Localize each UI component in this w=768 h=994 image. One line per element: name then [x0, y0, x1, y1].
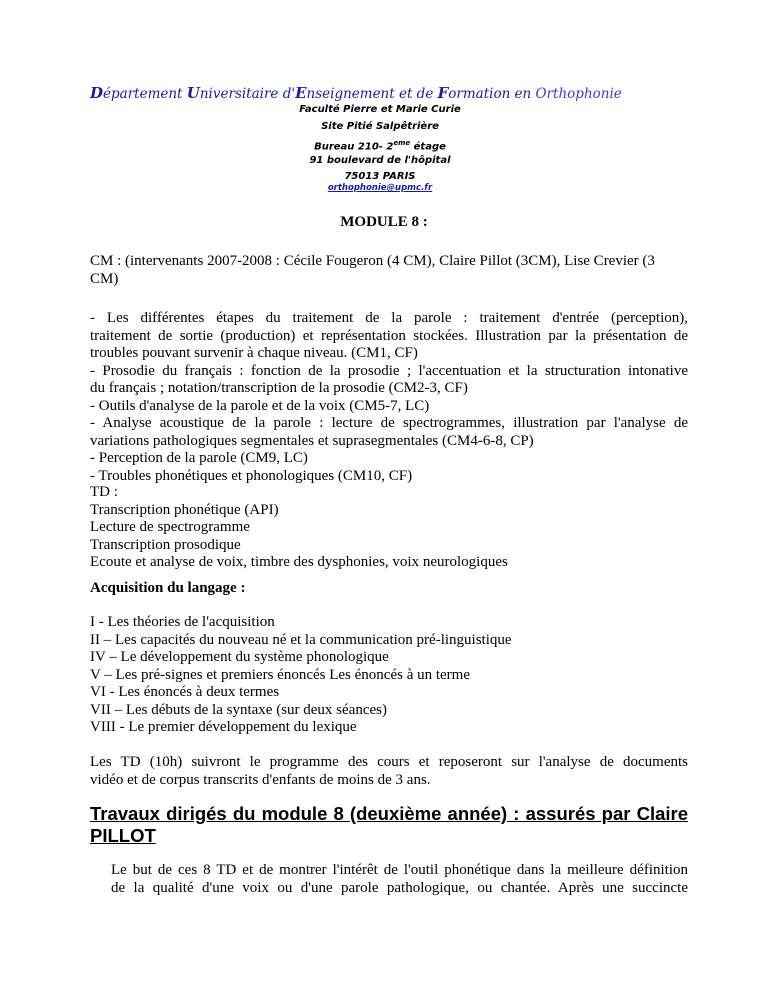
cm-topic-line: - Outils d'analyse de la parole et de la voix (CM5-7, LC) — [90, 397, 430, 414]
cm-topic-line: - Perception de la parole (CM9, LC) — [90, 450, 308, 466]
td-note-line: Les TD (10h) suivront le programme des cours et reposeront sur l'analyse de documents — [90, 754, 688, 770]
td-note — [90, 754, 688, 789]
cm-topic-line: troubles pouvant survenir à chaque niveau. (CM1, CF) — [90, 345, 418, 361]
travaux-paragraph-line: Le but de ces 8 TD et de montrer l'intérêt de l'outil phonétique dans la meilleure définition — [111, 862, 688, 878]
cm-topic-line: - Troubles phonétiques et phonologiques (CM10, CF) — [90, 467, 413, 484]
travaux-paragraph — [111, 862, 688, 897]
cm-topic-line: traitement de sortie (production) et représentation stockées. Illustration par la présentation de — [90, 327, 688, 344]
cm-topic-line: du français ; notation/transcription de la prosodie (CM2-3, CF) — [90, 380, 468, 396]
travaux-heading-line: PILLOT — [90, 825, 156, 846]
department-word-4: ormation en — [448, 86, 536, 102]
address-line-street: 91 boulevard de l'hôpital — [309, 155, 451, 166]
department-initial-d: D — [90, 84, 104, 102]
td-heading: TD : — [90, 484, 118, 500]
address-line-site: Site Pitié Salpêtrière — [321, 121, 439, 132]
cm-intro — [90, 253, 688, 288]
acquisition-list — [90, 614, 688, 737]
address-floor-sup: eme — [393, 139, 411, 147]
department-initial-u: U — [186, 84, 200, 102]
acquisition-item: VI - Les énoncés à deux termes — [90, 684, 280, 700]
cm-topic-list — [90, 310, 688, 485]
td-item: Transcription phonétique (API) — [90, 501, 279, 518]
cm-intro-line: CM) — [90, 270, 119, 287]
department-word-2: niversitaire d' — [199, 86, 296, 102]
acquisition-item: VII – Les débuts de la syntaxe (sur deux séances) — [90, 701, 387, 718]
department-word-3: nseignement et de — [306, 86, 438, 102]
department-word-orthophonie: Orthophonie — [535, 86, 622, 102]
acquisition-item: II – Les capacités du nouveau né et la communication pré-linguistique — [90, 631, 512, 648]
cm-intro-line: CM : (intervenants 2007-2008 : Cécile Fougeron (4 CM), Claire Pillot (3CM), Lise Crevier (3 — [90, 253, 655, 269]
td-note-line: vidéo et de corpus transcrits d'enfants de moins de 3 ans. — [90, 771, 431, 788]
address-bureau-text: Bureau 210- 2 — [314, 141, 394, 153]
email-link[interactable]: orthophonie@upmc.fr — [327, 183, 433, 193]
cm-topic-line: - Les différentes étapes du traitement de la parole : traitement d'entrée (perception), — [90, 310, 688, 326]
acquisition-item: VIII - Le premier développement du lexique — [90, 719, 357, 735]
department-initial-f: F — [437, 84, 449, 102]
department-word-1: épartement — [103, 86, 187, 102]
cm-topic-line: - Prosodie du français : fonction de la prosodie ; l'accentuation et la structuration intonative — [90, 362, 688, 379]
td-item: Transcription prosodique — [90, 536, 241, 553]
travaux-heading — [90, 803, 688, 847]
td-list — [90, 484, 688, 572]
travaux-paragraph-line: de la qualité d'une voix ou d'une parole pathologique, ou chantée. Après une succincte — [111, 879, 688, 896]
acquisition-item: IV – Le développement du système phonologique — [90, 649, 389, 665]
address-line-faculty: Faculté Pierre et Marie Curie — [299, 104, 461, 115]
td-item: Lecture de spectrogramme — [90, 519, 250, 535]
travaux-heading-line: Travaux dirigés du module 8 (deuxième année) : assurés par Claire — [90, 803, 688, 824]
module-title: MODULE 8 : — [340, 214, 428, 230]
address-line-city: 75013 PARIS — [344, 171, 416, 182]
department-title — [90, 84, 690, 102]
cm-topic-line: - Analyse acoustique de la parole : lecture de spectrogrammes, illustration par l'analyse de — [90, 415, 688, 431]
acquisition-heading: Acquisition du langage : — [90, 580, 246, 596]
address-floor-suffix: étage — [410, 141, 446, 153]
cm-topic-line: variations pathologiques segmentales et suprasegmentales (CM4-6-8, CP) — [90, 432, 534, 449]
acquisition-item: I - Les théories de l'acquisition — [90, 614, 275, 630]
td-item: Ecoute et analyse de voix, timbre des dysphonies, voix neurologiques — [90, 554, 508, 570]
acquisition-item: V – Les pré-signes et premiers énoncés Les énoncés à un terme — [90, 666, 471, 683]
department-initial-e: E — [295, 84, 307, 102]
